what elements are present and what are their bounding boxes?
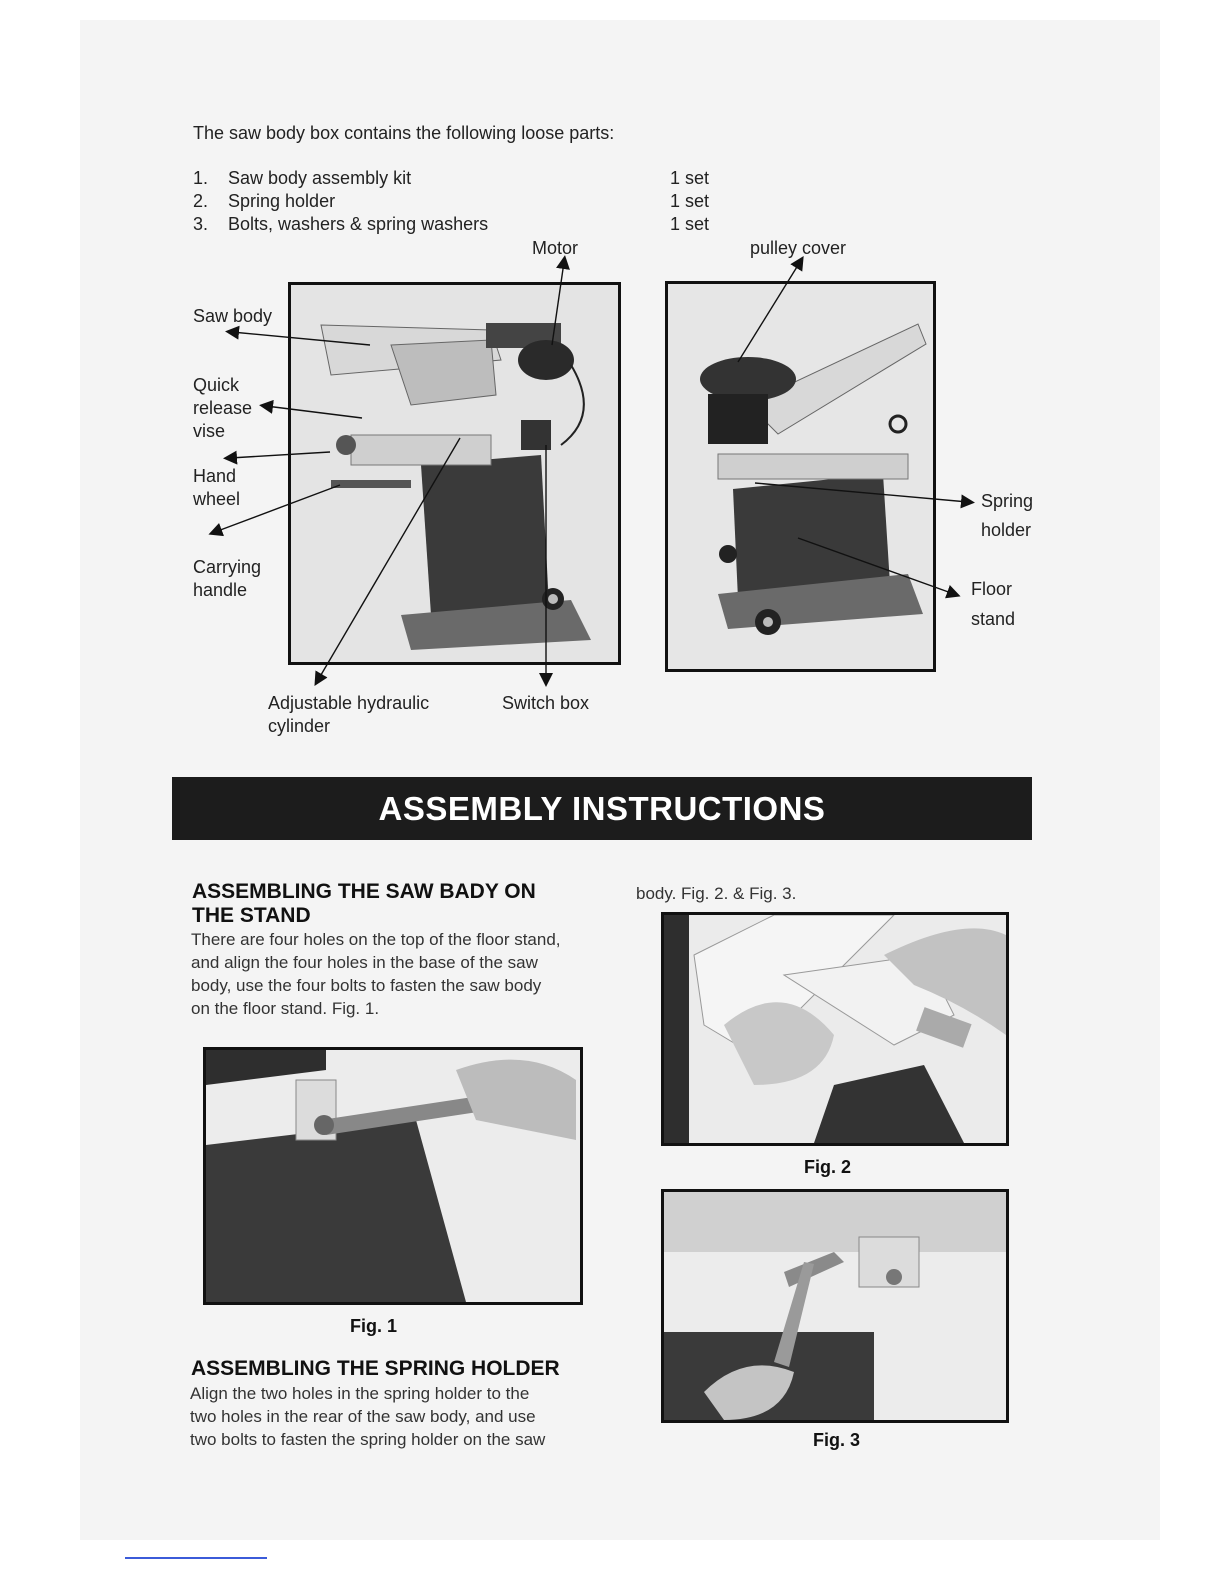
section1-heading-line2: THE STAND: [192, 904, 311, 927]
section2-line: two holes in the rear of the saw body, and use: [190, 1407, 536, 1426]
part-quantity: 1 set: [670, 191, 710, 211]
part-name: Bolts, washers & spring washers: [228, 214, 489, 234]
label-carrying-1: Carrying: [193, 557, 262, 577]
section2-line: two bolts to fasten the spring holder on the saw: [190, 1430, 546, 1449]
label-hydraulic-1: Adjustable hydraulic: [268, 693, 430, 713]
label-spring-2: holder: [981, 520, 1032, 540]
section1-line: on the floor stand. Fig. 1.: [191, 999, 380, 1018]
label-carrying-2: handle: [193, 580, 248, 600]
fig3-caption: Fig. 3: [813, 1430, 861, 1450]
diagram-leader-lines: [0, 0, 1224, 760]
label-pulley-cover: pulley cover: [750, 238, 847, 258]
section1-line: There are four holes on the top of the floor stand,: [191, 930, 561, 949]
section1-line: and align the four holes in the base of the saw: [191, 953, 538, 972]
label-floor-1: Floor: [971, 579, 1013, 599]
footer-rule: [125, 1557, 267, 1559]
label-motor: Motor: [532, 238, 579, 258]
part-number: 1.: [193, 168, 209, 188]
section2-line: Align the two holes in the spring holder to the: [190, 1384, 530, 1403]
part-number: 2.: [193, 191, 209, 211]
label-hydraulic-2: cylinder: [268, 716, 331, 736]
fig1-photo: [203, 1047, 583, 1305]
label-switch-box: Switch box: [502, 693, 590, 713]
label-quick-release-1: Quick: [193, 375, 240, 395]
intro-text: The saw body box contains the following loose parts:: [193, 123, 615, 143]
label-hand-wheel-1: Hand: [193, 466, 237, 486]
part-name: Saw body assembly kit: [228, 168, 412, 188]
part-quantity: 1 set: [670, 168, 710, 188]
part-name: Spring holder: [228, 191, 336, 211]
fig1-caption: Fig. 1: [350, 1316, 398, 1336]
section-banner: ASSEMBLY INSTRUCTIONS: [172, 777, 1032, 840]
section1-line: body, use the four bolts to fasten the saw body: [191, 976, 542, 995]
label-quick-release-2: release: [193, 398, 253, 418]
fig2-photo: [661, 912, 1009, 1146]
label-spring-1: Spring: [981, 491, 1034, 511]
section2-continuation: body. Fig. 2. & Fig. 3.: [636, 884, 797, 903]
label-quick-release-3: vise: [193, 421, 226, 441]
label-saw-body: Saw body: [193, 306, 273, 326]
label-floor-2: stand: [971, 609, 1016, 629]
part-number: 3.: [193, 214, 209, 234]
section1-heading-line1: ASSEMBLING THE SAW BADY ON: [192, 880, 536, 903]
fig3-photo: [661, 1189, 1009, 1423]
section2-heading: ASSEMBLING THE SPRING HOLDER: [191, 1357, 560, 1380]
label-hand-wheel-2: wheel: [193, 489, 241, 509]
part-quantity: 1 set: [670, 214, 710, 234]
fig2-caption: Fig. 2: [804, 1157, 852, 1177]
